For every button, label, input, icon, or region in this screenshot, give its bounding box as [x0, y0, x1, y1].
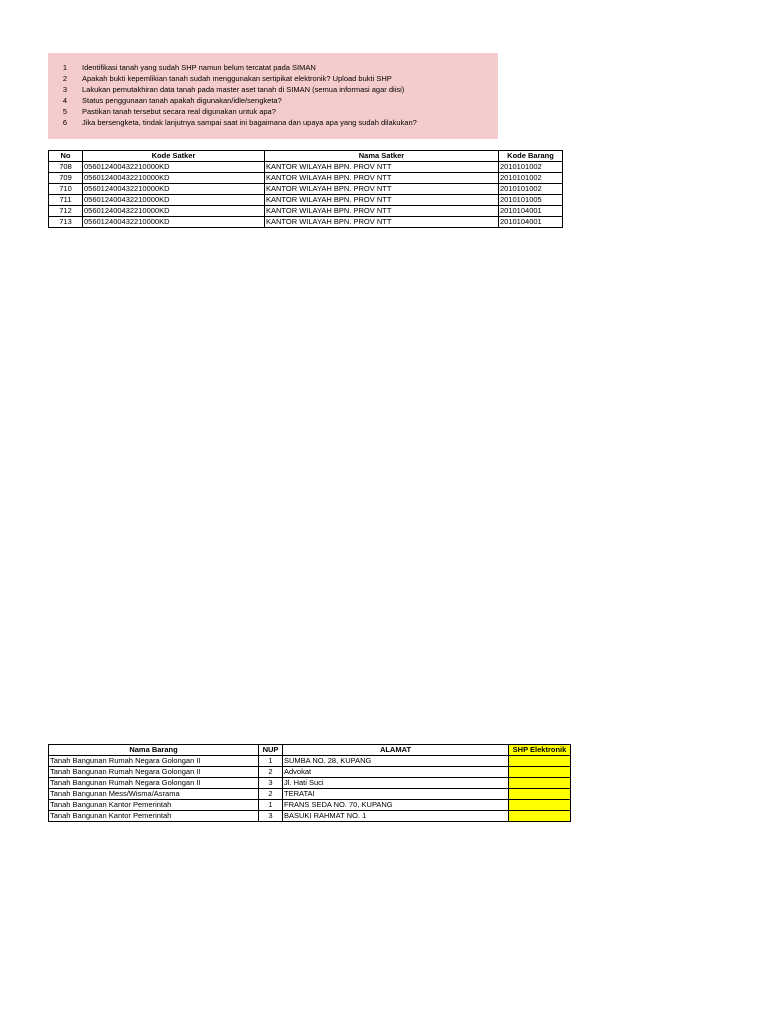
cell-kode-satker: 056012400432210000KD [83, 217, 265, 228]
instruction-text: Pastikan tanah tersebut secara real digunakan untuk apa? [82, 107, 276, 116]
instruction-text: Lakukan pemutakhiran data tanah pada master aset tanah di SIMAN (semua informasi agar diisi) [82, 85, 405, 94]
table-row [49, 206, 563, 217]
header-alamat: ALAMAT [283, 745, 509, 756]
cell-kode-satker: 056012400432210000KD [83, 173, 265, 184]
cell-shp-elektronik[interactable] [509, 811, 571, 822]
instruction-number: 5 [62, 107, 68, 116]
table-row [49, 162, 563, 173]
instruction-number: 6 [62, 118, 68, 127]
table-row [49, 173, 563, 184]
table-row [49, 195, 563, 206]
cell-no: 709 [49, 173, 83, 184]
instruction-item [48, 95, 498, 106]
barang-table [48, 744, 571, 822]
table-row [49, 217, 563, 228]
instruction-number: 3 [62, 85, 68, 94]
cell-shp-elektronik[interactable] [509, 789, 571, 800]
cell-nama-satker: KANTOR WILAYAH BPN. PROV NTT [265, 173, 499, 184]
header-nama-barang: Nama Barang [49, 745, 259, 756]
cell-shp-elektronik[interactable] [509, 800, 571, 811]
cell-nama-satker: KANTOR WILAYAH BPN. PROV NTT [265, 217, 499, 228]
cell-kode-satker: 056012400432210000KD [83, 184, 265, 195]
instruction-number: 4 [62, 96, 68, 105]
header-no: No [49, 151, 83, 162]
cell-kode-barang: 2010104001 [499, 217, 563, 228]
table-header-row [49, 745, 571, 756]
cell-alamat: SUMBA NO. 28, KUPANG [283, 756, 509, 767]
cell-kode-satker: 056012400432210000KD [83, 162, 265, 173]
cell-alamat: FRANS SEDA NO. 70, KUPANG [283, 800, 509, 811]
instruction-text: Jika bersengketa, tindak lanjutnya sampai saat ini bagaimana dan upaya apa yang sudah dilakukan? [82, 118, 417, 127]
cell-alamat: Advokat [283, 767, 509, 778]
cell-nama-satker: KANTOR WILAYAH BPN. PROV NTT [265, 162, 499, 173]
cell-nup: 3 [259, 811, 283, 822]
cell-nup: 2 [259, 767, 283, 778]
cell-no: 710 [49, 184, 83, 195]
cell-kode-satker: 056012400432210000KD [83, 206, 265, 217]
cell-nama-barang: Tanah Bangunan Kantor Pemerintah [49, 800, 259, 811]
instruction-item [48, 106, 498, 117]
cell-kode-barang: 2010101002 [499, 173, 563, 184]
header-shp-elektronik: SHP Elektronik [509, 745, 571, 756]
cell-nup: 1 [259, 756, 283, 767]
cell-kode-barang: 2010101002 [499, 162, 563, 173]
cell-nama-satker: KANTOR WILAYAH BPN. PROV NTT [265, 206, 499, 217]
cell-alamat: TERATAI [283, 789, 509, 800]
instruction-item [48, 84, 498, 95]
table-row [49, 789, 571, 800]
table-row [49, 767, 571, 778]
table-row [49, 184, 563, 195]
instruction-number: 1 [62, 63, 68, 72]
cell-nama-satker: KANTOR WILAYAH BPN. PROV NTT [265, 195, 499, 206]
cell-kode-barang: 2010104001 [499, 206, 563, 217]
cell-no: 713 [49, 217, 83, 228]
table-row [49, 778, 571, 789]
instruction-text: Identifikasi tanah yang sudah SHP namun belum tercatat pada SIMAN [82, 63, 316, 72]
header-nama-satker: Nama Satker [265, 151, 499, 162]
instruction-item [48, 73, 498, 84]
cell-kode-satker: 056012400432210000KD [83, 195, 265, 206]
instruction-text: Apakah bukti kepemlikian tanah sudah menggunakan sertipikat elektronik? Upload bukti SHP [82, 74, 392, 83]
instruction-item [48, 62, 498, 73]
cell-alamat: Jl. Hati Suci [283, 778, 509, 789]
header-nup: NUP [259, 745, 283, 756]
cell-shp-elektronik[interactable] [509, 756, 571, 767]
cell-nama-barang: Tanah Bangunan Rumah Negara Golongan II [49, 756, 259, 767]
cell-alamat: BASUKI RAHMAT NO. 1 [283, 811, 509, 822]
table-row [49, 756, 571, 767]
cell-shp-elektronik[interactable] [509, 778, 571, 789]
header-kode-satker: Kode Satker [83, 151, 265, 162]
satker-table [48, 150, 563, 228]
cell-nup: 1 [259, 800, 283, 811]
instructions-box [48, 53, 498, 139]
instruction-item [48, 117, 498, 128]
cell-nama-barang: Tanah Bangunan Kantor Pemerintah [49, 811, 259, 822]
cell-no: 712 [49, 206, 83, 217]
cell-nama-barang: Tanah Bangunan Rumah Negara Golongan II [49, 778, 259, 789]
cell-kode-barang: 2010101002 [499, 184, 563, 195]
table-header-row [49, 151, 563, 162]
table-row [49, 811, 571, 822]
cell-kode-barang: 2010101005 [499, 195, 563, 206]
cell-nama-barang: Tanah Bangunan Mess/Wisma/Asrama [49, 789, 259, 800]
cell-nup: 3 [259, 778, 283, 789]
cell-nama-barang: Tanah Bangunan Rumah Negara Golongan II [49, 767, 259, 778]
cell-shp-elektronik[interactable] [509, 767, 571, 778]
cell-nup: 2 [259, 789, 283, 800]
header-kode-barang: Kode Barang [499, 151, 563, 162]
instruction-number: 2 [62, 74, 68, 83]
cell-nama-satker: KANTOR WILAYAH BPN. PROV NTT [265, 184, 499, 195]
cell-no: 708 [49, 162, 83, 173]
cell-no: 711 [49, 195, 83, 206]
instruction-text: Status penggunaan tanah apakah digunakan/idle/sengketa? [82, 96, 282, 105]
table-row [49, 800, 571, 811]
